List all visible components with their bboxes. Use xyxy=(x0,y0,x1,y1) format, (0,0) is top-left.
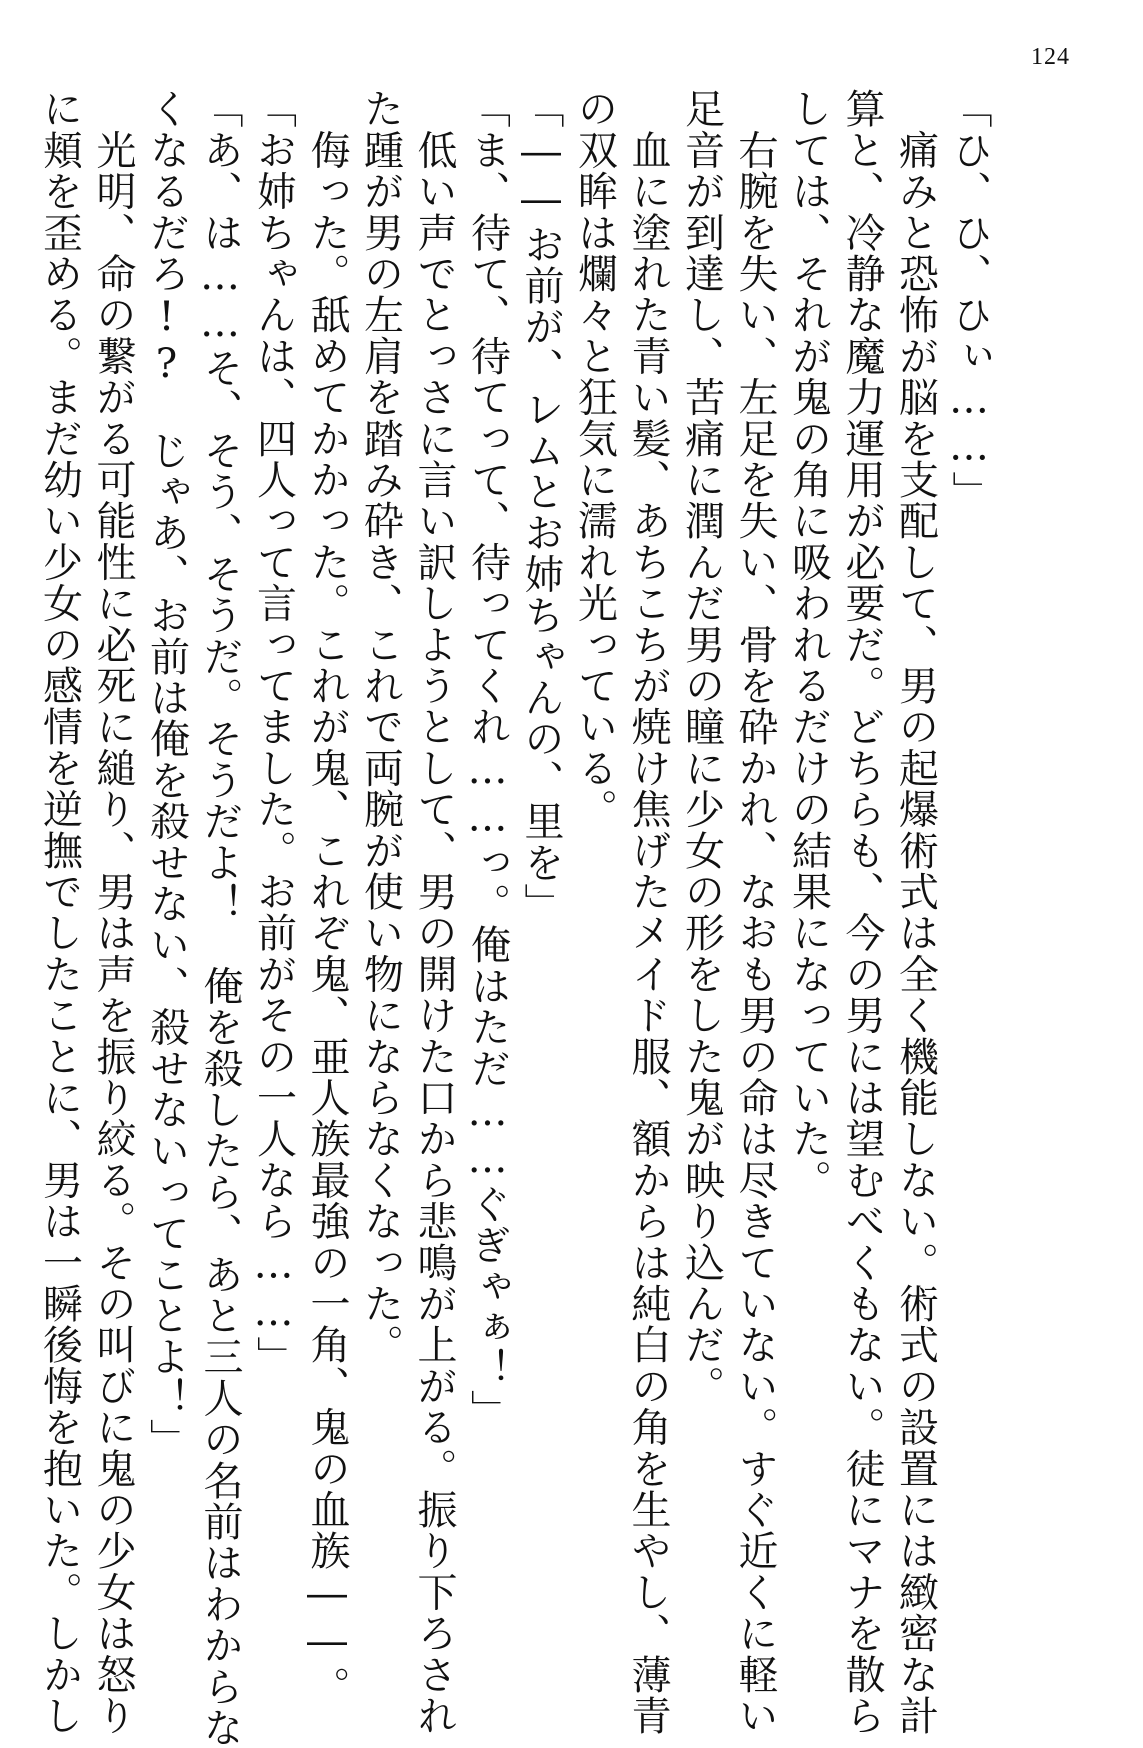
text-line-16: くなるだろ!? じゃあ、お前は俺を殺せない、殺せないってことよ！」 xyxy=(143,88,190,1460)
text-line-9: 「――お前が、レムとお姉ちゃんの、里を」 xyxy=(518,88,564,924)
text-line-3: 算と、冷静な魔力運用が必要だ。どちらも、今の男には望むべくもない。徒にマナを散ら xyxy=(839,88,885,1736)
text-line-5: 右腕を失い、左足を失い、骨を砕かれ、なおも男の命は尽きていない。すぐ近くに軽い xyxy=(732,88,778,1736)
text-line-4: しては、それが鬼の角に吸われるだけの結果になっていた。 xyxy=(785,88,832,1201)
page-number: 124 xyxy=(1031,44,1070,70)
text-line-10: 「ま、待て、待てって、待ってくれ……っ。俺はただ……ぐぎゃぁ！」 xyxy=(464,88,511,1431)
text-line-12: た踵が男の左肩を踏み砕き、これで両腕が使い物にならなくなった。 xyxy=(357,88,404,1366)
text-line-13: 侮った。舐めてかかった。これが鬼、これぞ鬼、亜人族最強の一角、鬼の血族――。 xyxy=(304,88,350,1707)
text-line-18: に頬を歪める。まだ幼い少女の感情を逆撫でしたことに、男は一瞬後悔を抱いた。しかし xyxy=(36,88,83,1736)
text-line-8: の双眸は爛々と狂気に濡れ光っている。 xyxy=(571,88,618,830)
text-line-6: 足音が到達し、苦痛に潤んだ男の瞳に少女の形をした鬼が映り込んだ。 xyxy=(678,88,725,1407)
text-line-1: 「ひ、ひ、ひぃ……」 xyxy=(946,88,992,512)
text-line-17: 光明、命の繋がる可能性に必死に縋り、男は声を振り絞る。その叫びに鬼の少女は怒り xyxy=(90,88,136,1736)
text-line-7: 血に塗れた青い髪、あちこちが焼け焦げたメイド服、額からは純白の角を生やし、薄青 xyxy=(625,88,671,1736)
text-line-11: 低い声でとっさに言い訳しようとして、男の開けた口から悲鳴が上がる。振り下ろされ xyxy=(411,88,457,1736)
text-line-2: 痛みと恐怖が脳を支配して、男の起爆術式は全く機能しない。術式の設置には緻密な計 xyxy=(892,88,939,1736)
text-line-15: 「あ、は……そ、そう、そうだ。そうだよ！ 俺を殺したら、あと三人の名前はわからな xyxy=(197,88,243,1748)
novel-text-body xyxy=(32,88,995,1748)
text-line-14: 「お姉ちゃんは、四人って言ってました。お前がその一人なら……」 xyxy=(250,88,297,1378)
